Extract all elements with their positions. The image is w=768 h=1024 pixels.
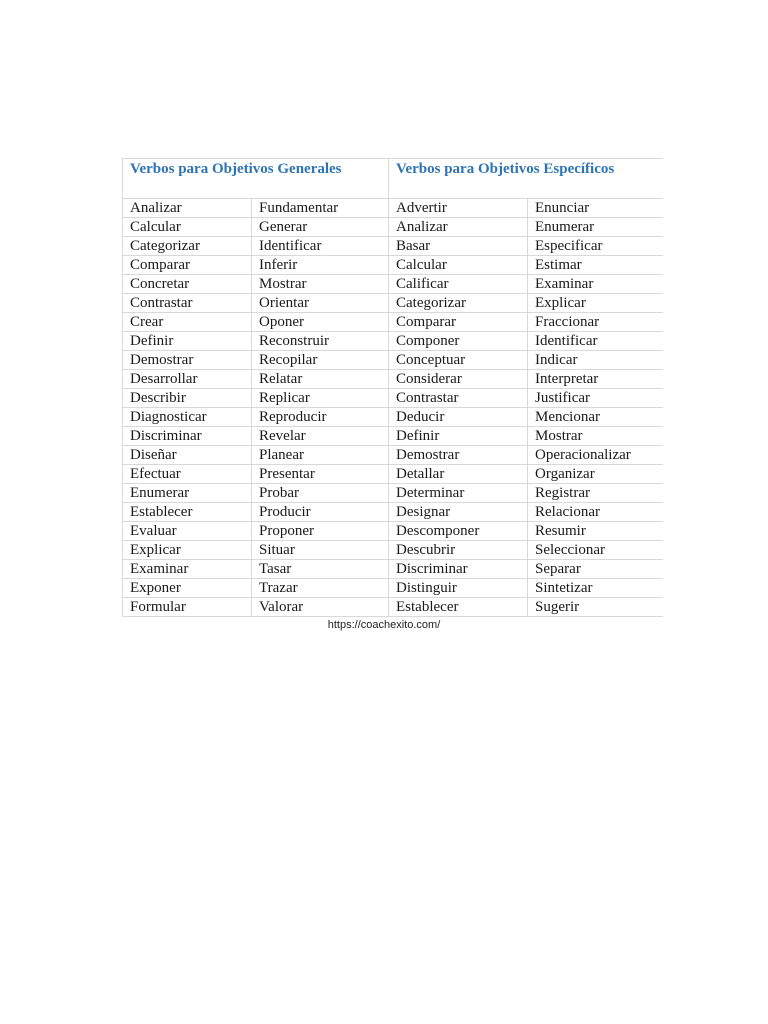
- table-cell: Examinar: [528, 275, 663, 294]
- table-cell: Crear: [123, 313, 252, 332]
- table-cell: Valorar: [252, 598, 389, 617]
- table-cell: Diseñar: [123, 446, 252, 465]
- table-cell: Especificar: [528, 237, 663, 256]
- table-row: [123, 218, 663, 237]
- table-cell: Contrastar: [389, 389, 528, 408]
- table-cell: Sugerir: [528, 598, 663, 617]
- table-cell: Componer: [389, 332, 528, 351]
- table-cell: Concretar: [123, 275, 252, 294]
- table-cell: Separar: [528, 560, 663, 579]
- table-cell: Considerar: [389, 370, 528, 389]
- table-cell: Situar: [252, 541, 389, 560]
- table-cell: Registrar: [528, 484, 663, 503]
- table-cell: Formular: [123, 598, 252, 617]
- table-row: [123, 370, 663, 389]
- table-cell: Efectuar: [123, 465, 252, 484]
- table-cell: Comparar: [123, 256, 252, 275]
- table-row: [123, 503, 663, 522]
- table-cell: Inferir: [252, 256, 389, 275]
- verbs-table: [122, 158, 663, 617]
- table-row: [123, 275, 663, 294]
- table-cell: Explicar: [528, 294, 663, 313]
- table-cell: Detallar: [389, 465, 528, 484]
- table-cell: Fundamentar: [252, 199, 389, 218]
- table-cell: Demostrar: [389, 446, 528, 465]
- table-row: [123, 579, 663, 598]
- table-cell: Estimar: [528, 256, 663, 275]
- table-cell: Demostrar: [123, 351, 252, 370]
- table-cell: Revelar: [252, 427, 389, 446]
- table-cell: Basar: [389, 237, 528, 256]
- table-row: [123, 256, 663, 275]
- table-cell: Reproducir: [252, 408, 389, 427]
- table-cell: Designar: [389, 503, 528, 522]
- table-cell: Trazar: [252, 579, 389, 598]
- table-cell: Probar: [252, 484, 389, 503]
- table-row: [123, 408, 663, 427]
- table-cell: Deducir: [389, 408, 528, 427]
- table-cell: Determinar: [389, 484, 528, 503]
- table-cell: Calcular: [389, 256, 528, 275]
- table-cell: Fraccionar: [528, 313, 663, 332]
- table-row: [123, 332, 663, 351]
- table-cell: Proponer: [252, 522, 389, 541]
- table-cell: Establecer: [389, 598, 528, 617]
- table-cell: Mencionar: [528, 408, 663, 427]
- table-cell: Orientar: [252, 294, 389, 313]
- header-objetivos-especificos: Verbos para Objetivos Específicos: [389, 159, 663, 199]
- table-row: [123, 598, 663, 617]
- table-cell: Presentar: [252, 465, 389, 484]
- table-cell: Categorizar: [389, 294, 528, 313]
- table-cell: Analizar: [123, 199, 252, 218]
- table-cell: Indicar: [528, 351, 663, 370]
- table-cell: Sintetizar: [528, 579, 663, 598]
- table-cell: Enumerar: [528, 218, 663, 237]
- table-cell: Relatar: [252, 370, 389, 389]
- table-row: [123, 560, 663, 579]
- table-cell: Establecer: [123, 503, 252, 522]
- table-cell: Enumerar: [123, 484, 252, 503]
- table-row: [123, 465, 663, 484]
- table-row: [123, 351, 663, 370]
- table-cell: Calificar: [389, 275, 528, 294]
- table-cell: Definir: [389, 427, 528, 446]
- table-cell: Desarrollar: [123, 370, 252, 389]
- table-cell: Generar: [252, 218, 389, 237]
- table-cell: Analizar: [389, 218, 528, 237]
- table-cell: Identificar: [252, 237, 389, 256]
- table-cell: Exponer: [123, 579, 252, 598]
- table-cell: Contrastar: [123, 294, 252, 313]
- table-cell: Organizar: [528, 465, 663, 484]
- table-cell: Advertir: [389, 199, 528, 218]
- table-cell: Discriminar: [123, 427, 252, 446]
- table-row: [123, 294, 663, 313]
- table-cell: Mostrar: [252, 275, 389, 294]
- table-cell: Interpretar: [528, 370, 663, 389]
- table-cell: Diagnosticar: [123, 408, 252, 427]
- table-cell: Reconstruir: [252, 332, 389, 351]
- table-cell: Comparar: [389, 313, 528, 332]
- table-row: [123, 427, 663, 446]
- table-row: [123, 522, 663, 541]
- header-objetivos-generales: Verbos para Objetivos Generales: [123, 159, 389, 199]
- table-row: [123, 237, 663, 256]
- table-cell: Replicar: [252, 389, 389, 408]
- table-cell: Justificar: [528, 389, 663, 408]
- table-cell: Seleccionar: [528, 541, 663, 560]
- table-cell: Tasar: [252, 560, 389, 579]
- table-row: [123, 484, 663, 503]
- table-cell: Operacionalizar: [528, 446, 663, 465]
- table-cell: Categorizar: [123, 237, 252, 256]
- table-cell: Identificar: [528, 332, 663, 351]
- table-row: [123, 199, 663, 218]
- table-cell: Oponer: [252, 313, 389, 332]
- table-cell: Calcular: [123, 218, 252, 237]
- table-cell: Explicar: [123, 541, 252, 560]
- table-row: [123, 541, 663, 560]
- table-cell: Recopilar: [252, 351, 389, 370]
- table-cell: Discriminar: [389, 560, 528, 579]
- table-header-row: [123, 159, 663, 199]
- table-cell: Enunciar: [528, 199, 663, 218]
- table-cell: Producir: [252, 503, 389, 522]
- table-cell: Conceptuar: [389, 351, 528, 370]
- table-row: [123, 313, 663, 332]
- table-cell: Descomponer: [389, 522, 528, 541]
- table-cell: Planear: [252, 446, 389, 465]
- table-body: [123, 199, 663, 617]
- table-row: [123, 446, 663, 465]
- table-cell: Descubrir: [389, 541, 528, 560]
- table-cell: Evaluar: [123, 522, 252, 541]
- source-url-caption: https://coachexito.com/: [327, 619, 441, 631]
- table-cell: Distinguir: [389, 579, 528, 598]
- table-row: [123, 389, 663, 408]
- table-cell: Describir: [123, 389, 252, 408]
- table-cell: Examinar: [123, 560, 252, 579]
- table-cell: Resumir: [528, 522, 663, 541]
- table-cell: Definir: [123, 332, 252, 351]
- table-cell: Mostrar: [528, 427, 663, 446]
- table-cell: Relacionar: [528, 503, 663, 522]
